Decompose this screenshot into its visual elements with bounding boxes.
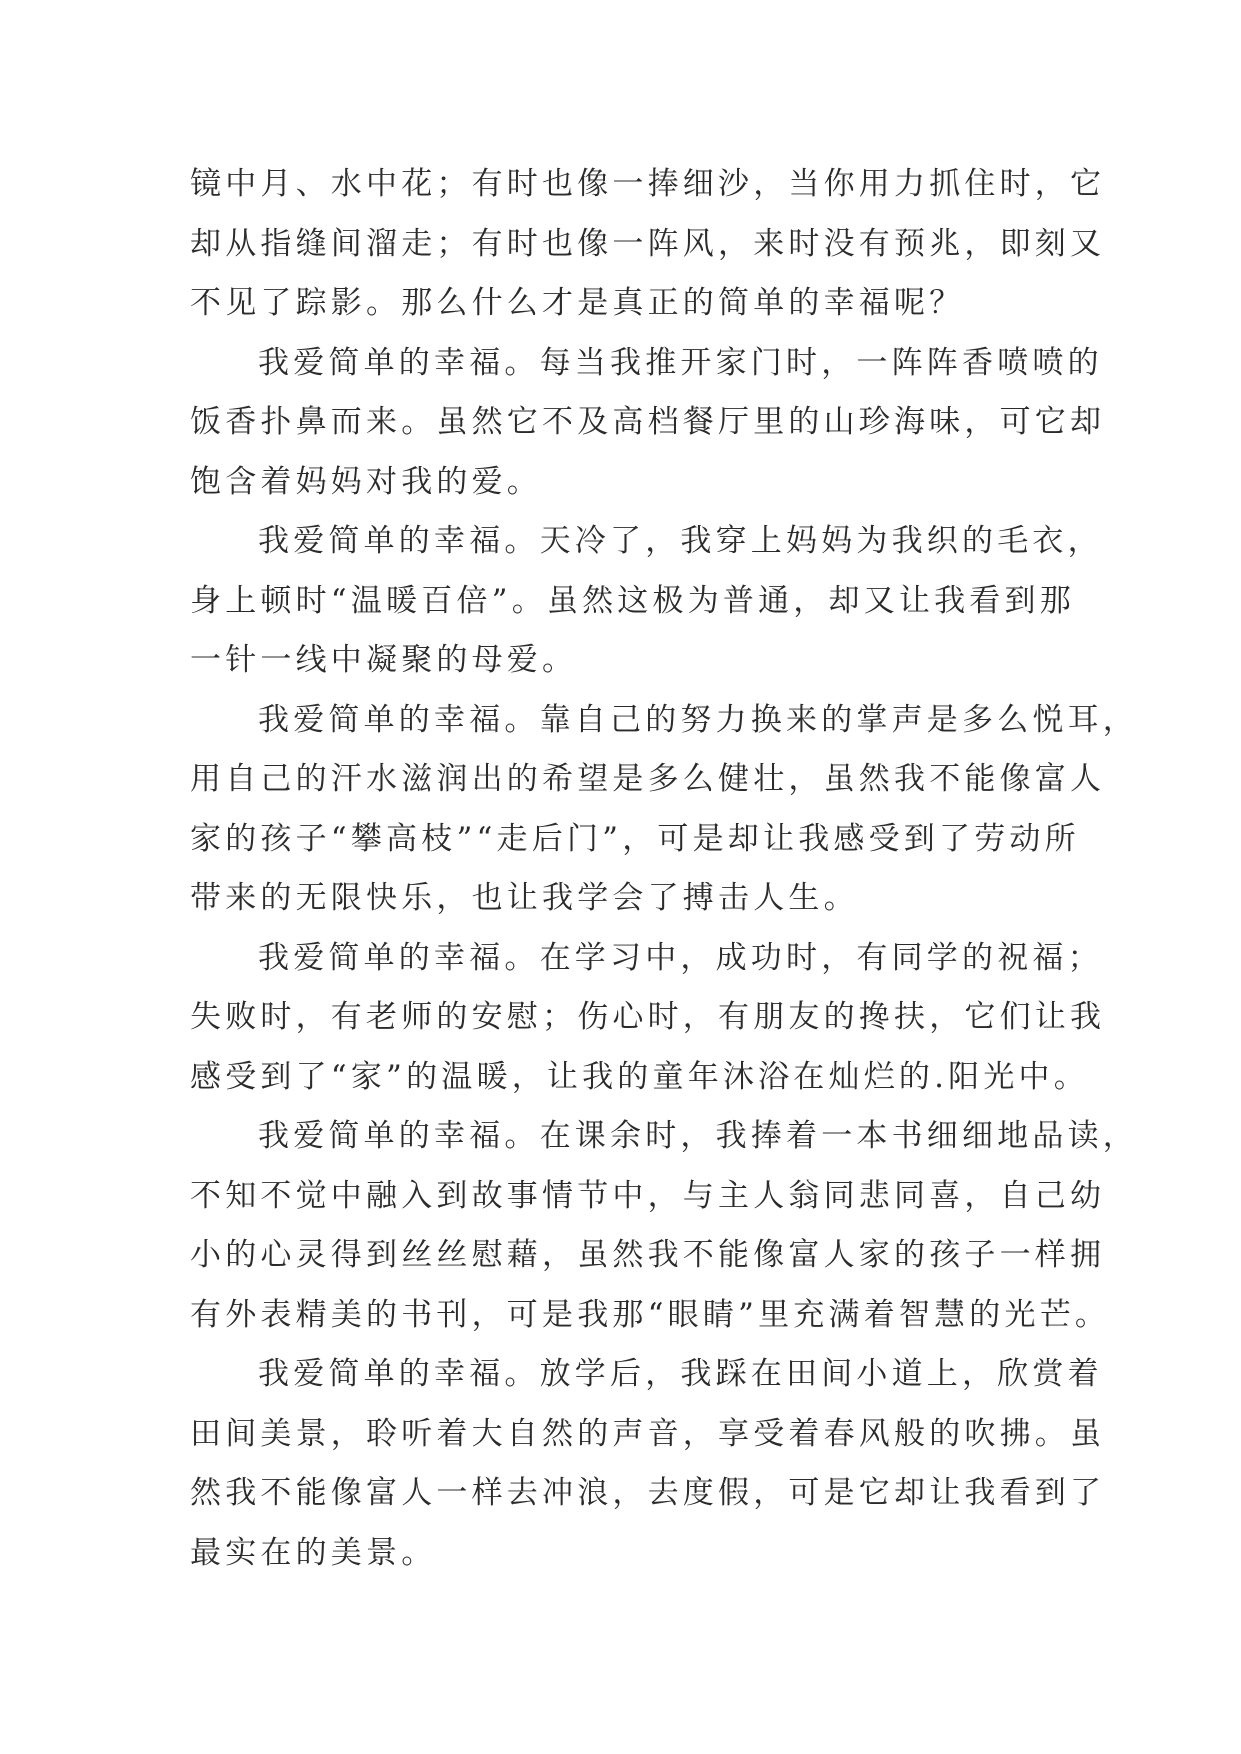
text-line: 一针一线中凝聚的母爱。 [190,642,578,678]
essay-body [190,155,1138,1583]
text-line: 却从指缝间溜走；有时也像一阵风，来时没有预兆，即刻又 [190,225,1106,262]
text-line: 最实在的美景。 [190,1534,437,1571]
text-line: 田间美景，聆听着大自然的声音，享受着春风般的吹拂。虽 [190,1415,1106,1452]
text-line: 失败时，有老师的安慰；伤心时，有朋友的搀扶，它们让我 [190,999,1106,1035]
text-line: 带来的无限快乐，也让我学会了搏击人生。 [190,880,859,916]
text-line: 家的孩子“攀高枝”“走后门”，可是却让我感受到了劳动所 [190,820,1080,857]
text-line: 饱含着妈妈对我的爱。 [190,463,542,500]
text-line: 然我不能像富人一样去冲浪，去度假，可是它却让我看到了 [190,1475,1106,1511]
text-line: 有外表精美的书刊，可是我那“眼睛”里充满着智慧的光芒。 [190,1296,1111,1333]
text-line: 不知不觉中融入到故事情节中，与主人翁同悲同喜，自己幼 [190,1177,1106,1214]
paragraph-start-line: 我爱简单的幸福。在课余时，我捧着一本书细细地品读， [258,1118,1138,1154]
text-line: 感受到了“家”的温暖，让我的童年沐浴在灿烂的.阳光中。 [190,1058,1089,1095]
text-line: 不见了踪影。那么什么才是真正的简单的幸福呢？ [190,285,965,321]
text-line: 镜中月、水中花；有时也像一捧细沙，当你用力抓住时，它 [190,166,1106,202]
text-line: 饭香扑鼻而来。虽然它不及高档餐厅里的山珍海味，可它却 [190,404,1106,440]
paragraph-start-line: 我爱简单的幸福。在学习中，成功时，有同学的祝福； [258,939,1103,976]
text-line: 小的心灵得到丝丝慰藉，虽然我不能像富人家的孩子一样拥 [190,1237,1106,1273]
paragraph-start-line: 我爱简单的幸福。天冷了，我穿上妈妈为我织的毛衣， [258,523,1103,559]
text-line: 用自己的汗水滋润出的希望是多么健壮，虽然我不能像富人 [190,761,1106,797]
paragraph-start-line: 我爱简单的幸福。每当我推开家门时，一阵阵香喷喷的 [258,344,1103,381]
paragraph-start-line: 我爱简单的幸福。放学后，我踩在田间小道上，欣赏着 [258,1356,1103,1392]
text-line: 身上顿时“温暖百倍”。虽然这极为普通，却又让我看到那 [190,582,1075,619]
paragraph-start-line: 我爱简单的幸福。靠自己的努力换来的掌声是多么悦耳， [258,701,1138,738]
